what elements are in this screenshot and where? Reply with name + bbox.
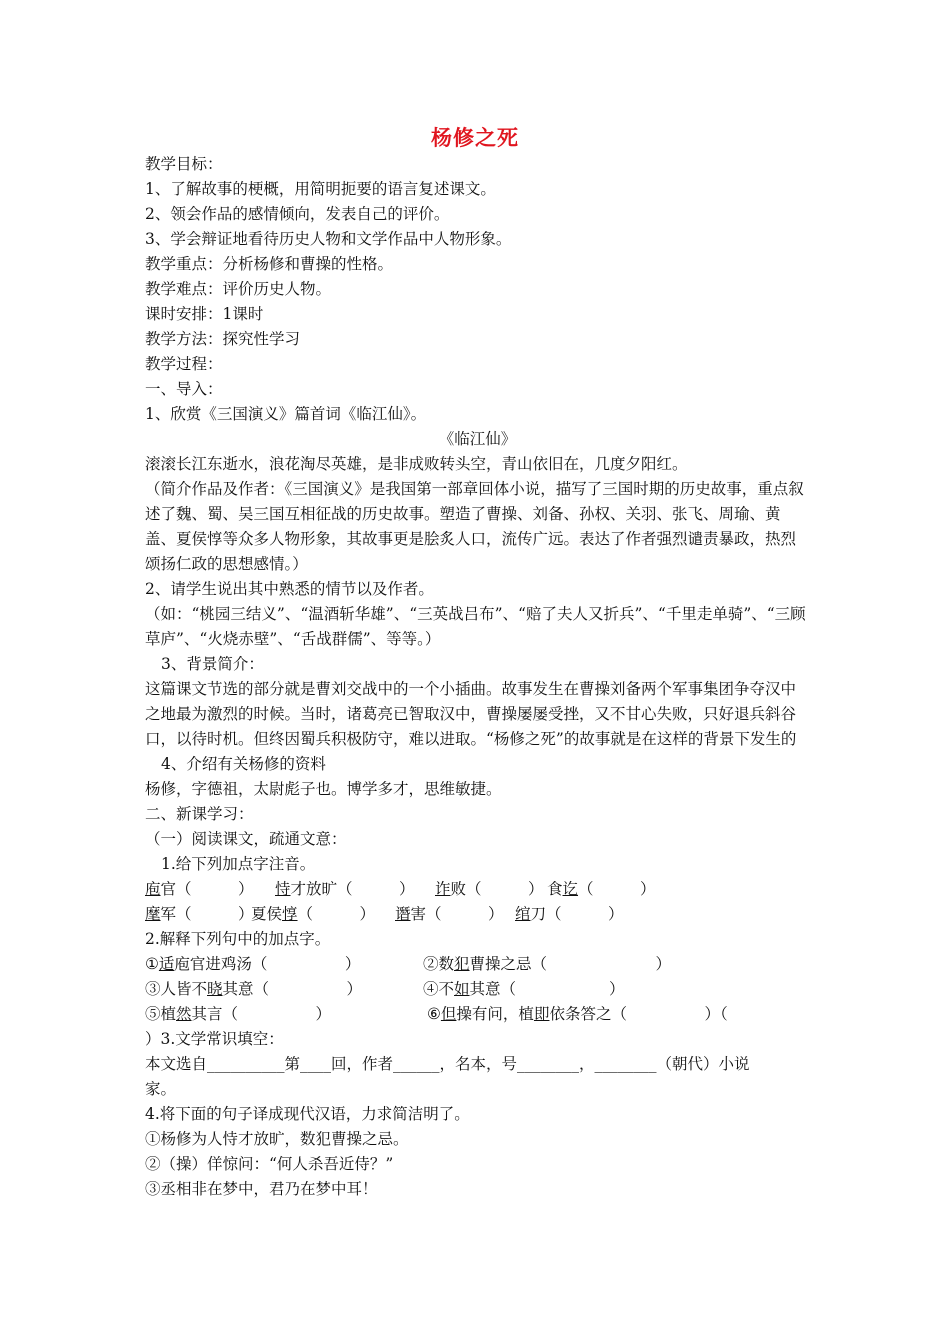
- text-line: 1.给下列加点字注音。: [161, 855, 316, 873]
- pinyin-item: 麾军（ ）: [145, 905, 254, 923]
- text-line: 4.将下面的句子译成现代汉语，力求简洁明了。: [145, 1105, 470, 1123]
- paragraph-background: 这篇课文节选的部分就是曹刘交战中的一个小插曲。故事发生在曹操刘备两个军事集团争夺汉中之地最为激烈的时候。当时，诸葛亮已智取汉中，曹操屡屡受挫，又不甘心失败，只好退兵斜谷口，以待时机。但终因蜀兵积极防守，难以进取。“杨修之死”的故事就是在这样的背景下发生的: [145, 680, 797, 748]
- text-line: 4、介绍有关杨修的资料: [161, 755, 326, 773]
- paragraph-intro: （简介作品及作者：《三国演义》是我国第一部章回体小说，描写了三国时期的历史故事，重点叙述了魏、蜀、吴三国互相征战的历史故事。塑造了曹操、刘备、孙权、关羽、张飞、周瑜、黄盖、夏侯惇等众多人物形象，其故事更是脍炙人口，流传广远。表达了作者强烈谴责暴政，热烈颂扬仁政的思想感情。）: [145, 480, 804, 573]
- text-line: 教学难点：评价历史人物。: [145, 280, 332, 298]
- text-line: 家。: [145, 1080, 177, 1098]
- pinyin-row-2: [145, 902, 810, 927]
- text-line: 教学目标：: [145, 155, 223, 173]
- text-line: ①杨修为人恃才放旷，数犯曹操之忌。: [145, 1130, 409, 1148]
- fill-blank-line: 本文选自__________第____回，作者______，名本，号________，________（朝代）小说: [145, 1055, 750, 1073]
- pinyin-item: 诈败（ ）: [435, 880, 544, 898]
- text-line: 二、新课学习：: [145, 805, 254, 823]
- text-line: 教学方法：探究性学习: [145, 330, 301, 348]
- text-line: 1、了解故事的梗概，用简明扼要的语言复述课文。: [145, 180, 496, 198]
- explain-item: ⑥但操有问，植即依条答之（ ）（: [427, 1005, 728, 1023]
- explain-item: ②数犯曹操之忌（ ）: [423, 955, 672, 973]
- poem-text: 滚滚长江东逝水，浪花淘尽英雄，是非成败转头空，青山依旧在，几度夕阳红。: [145, 455, 688, 473]
- pinyin-item: 夏侯惇（ ）: [251, 905, 376, 923]
- text-line: 教学过程：: [145, 355, 223, 373]
- pinyin-item: 食讫（ ）: [547, 880, 656, 898]
- text-line: 杨修，字德祖，太尉彪子也。博学多才，思维敏捷。: [145, 780, 502, 798]
- pinyin-item: 庖官（ ）: [145, 880, 254, 898]
- text-line: ③丞相非在梦中，君乃在梦中耳！: [145, 1180, 378, 1198]
- paragraph-examples: （如：“桃园三结义”、“温酒斩华雄”、“三英战吕布”、“赔了夫人又折兵”、“千里走单骑”、“三顾草庐”、“火烧赤壁”、“舌战群儒”、等等。）: [145, 605, 806, 648]
- text-line: 2、领会作品的感情倾向，发表自己的评价。: [145, 205, 450, 223]
- explain-row: [145, 1002, 810, 1027]
- text-line: （一）阅读课文，疏通文意：: [145, 830, 347, 848]
- pinyin-row-1: [145, 877, 810, 902]
- text-line: 课时安排：1课时: [145, 305, 264, 323]
- explain-item: ④不如其意（ ）: [423, 980, 625, 998]
- explain-item: ③人皆不晓其意（ ）: [145, 980, 363, 998]
- pinyin-item: 谮害（ ）: [395, 905, 504, 923]
- text-line: 2.解释下列句中的加点字。: [145, 930, 331, 948]
- pinyin-item: 绾刀（ ）: [515, 905, 624, 923]
- text-line: 2、请学生说出其中熟悉的情节以及作者。: [145, 580, 434, 598]
- text-line: 教学重点：分析杨修和曹操的性格。: [145, 255, 394, 273]
- document-body: [145, 152, 810, 1202]
- text-line: 3、背景简介：: [161, 655, 264, 673]
- text-line: 1、欣赏《三国演义》篇首词《临江仙》。: [145, 405, 427, 423]
- text-line: ②（操）佯惊问：“何人杀吾近侍？”: [145, 1155, 394, 1173]
- pinyin-item: 恃才放旷（ ）: [275, 880, 415, 898]
- poem-title: 《临江仙》: [438, 430, 517, 448]
- text-line: 一、导入：: [145, 380, 223, 398]
- explain-row: [145, 977, 810, 1002]
- explain-row: [145, 952, 810, 977]
- explain-item: ⑤植然其言（ ）: [145, 1005, 332, 1023]
- text-line: 3、学会辩证地看待历史人物和文学作品中人物形象。: [145, 230, 512, 248]
- document-title: 杨修之死: [431, 125, 519, 150]
- text-line: ）3.文学常识填空：: [145, 1030, 284, 1048]
- explain-item: ①适庖官进鸡汤（ ）: [145, 955, 361, 973]
